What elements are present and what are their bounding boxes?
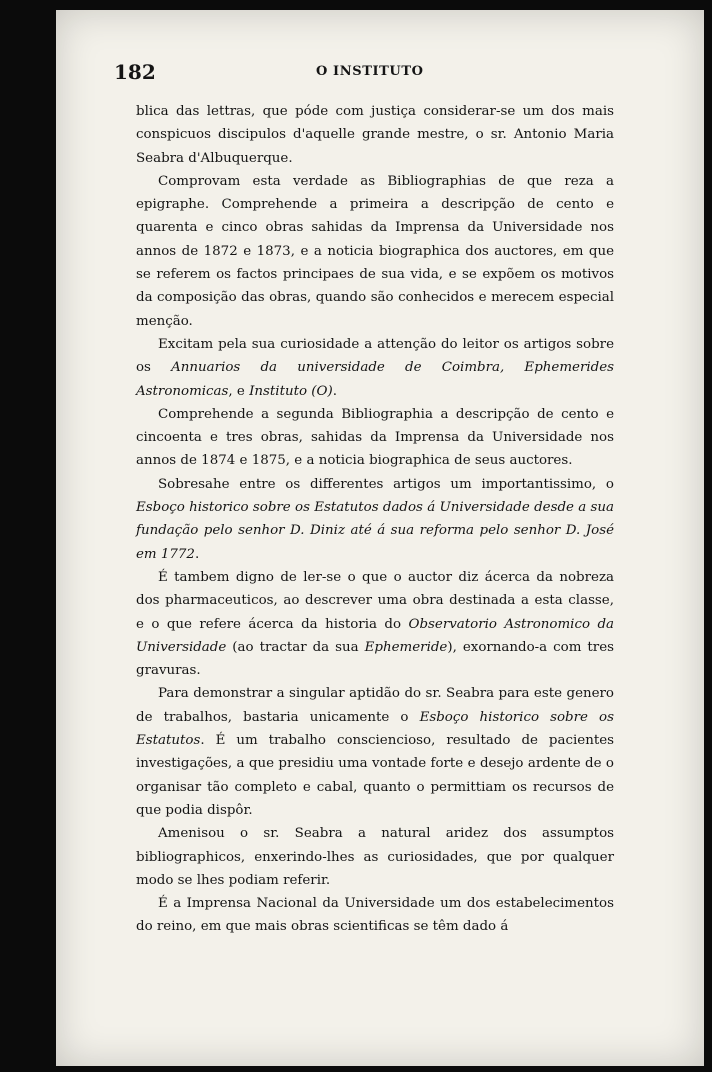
paragraph-8 (136, 892, 614, 939)
page-number: 182 (114, 60, 156, 84)
paragraph-3 (136, 403, 614, 473)
running-head: O INSTITUTO (316, 64, 424, 79)
paragraph-text: É tambem digno de ler-se o que o auctor diz ácerca da nobreza dos pharmaceuticos, ao descrever uma obra destinada a esta classe, e o que refere ácerca da historia do (136, 569, 614, 632)
page-header (114, 60, 614, 84)
paragraph-text: Comprehende a segunda Bibliographia a descripção de cento e cincoenta e tres obras, sahidas da Imprensa da Universidade nos annos de 1874 e 1875, e a noticia biographica de seus auctores. (136, 406, 614, 469)
paragraph-text: Excitam pela sua curiosidade a attenção do leitor os artigos sobre os (136, 336, 614, 376)
paragraph-text: ), exornando-a com tres gravuras. (136, 639, 614, 679)
paragraph-text: . É um trabalho consciencioso, resultado de pacientes investigações, a que presidiu uma vontade forte e desejo ardente de o organisar tão completo e cabal, quanto o permittiam os recursos de que podia dispôr. (136, 733, 614, 818)
italic-title-text: Instituto (O) (249, 383, 333, 399)
italic-title-text: Observatorio Astronomico da Universidade (136, 616, 615, 655)
italic-title-text: Esboço historico sobre os Estatutos (136, 709, 614, 749)
italic-title-text: Ephemeride (364, 639, 448, 655)
italic-title-text: Esboço historico sobre os Estatutos dados á Universidade desde a sua fundação pelo senhor D. Diniz até á sua reforma pelo senhor D. José em 1772 (136, 500, 614, 562)
paragraph-5 (136, 566, 614, 682)
paragraph-0 (136, 100, 614, 170)
paragraph-1 (136, 170, 614, 333)
paragraph-text: blica das lettras, que póde com justiça considerar-se um dos mais conspicuos discipulos d'aquelle grande mestre, o sr. Antonio Maria Seabra d'Albuquerque. (136, 104, 614, 166)
paragraph-2 (136, 333, 614, 403)
paragraph-text: . (332, 383, 337, 399)
italic-title-text: Annuarios da universidade de Coimbra, Ephemerides Astronomicas (136, 360, 614, 399)
paragraph-text: É a Imprensa Nacional da Universidade um dos estabelecimentos do reino, em que mais obras scientificas se têm dado á (136, 896, 614, 935)
paragraph-text: Para demonstrar a singular aptidão do sr. Seabra para este genero de trabalhos, bastaria unicamente o (136, 686, 614, 725)
paragraph-text: , e (228, 383, 250, 399)
paragraph-4 (136, 473, 614, 566)
paragraph-7 (136, 822, 614, 892)
paragraph-text: . (194, 546, 200, 562)
paragraph-text: Comprovam esta verdade as Bibliographias de que reza a epigraphe. Comprehende a primeira a descripção de cento e quarenta e cinco obras sahidas da Imprensa da Universidade nos annos de 1872 e 1873, e a noticia biographica dos auctores, em que se referem os factos principaes de sua vida, e se expõem os motivos da composição das obras, quando são conhecidos e merecem especial menção. (136, 173, 614, 329)
body-text (136, 100, 614, 939)
paragraph-text: (ao tractar da sua (226, 639, 365, 655)
paragraph-text: Amenisou o sr. Seabra a natural aridez dos assumptos bibliographicos, enxerindo-lhes as curiosidades, que por qualquer modo se lhes podiam referir. (136, 826, 614, 888)
paragraph-6 (136, 682, 614, 822)
paragraph-text: Sobresahe entre os differentes artigos um importantissimo, o (158, 476, 614, 492)
